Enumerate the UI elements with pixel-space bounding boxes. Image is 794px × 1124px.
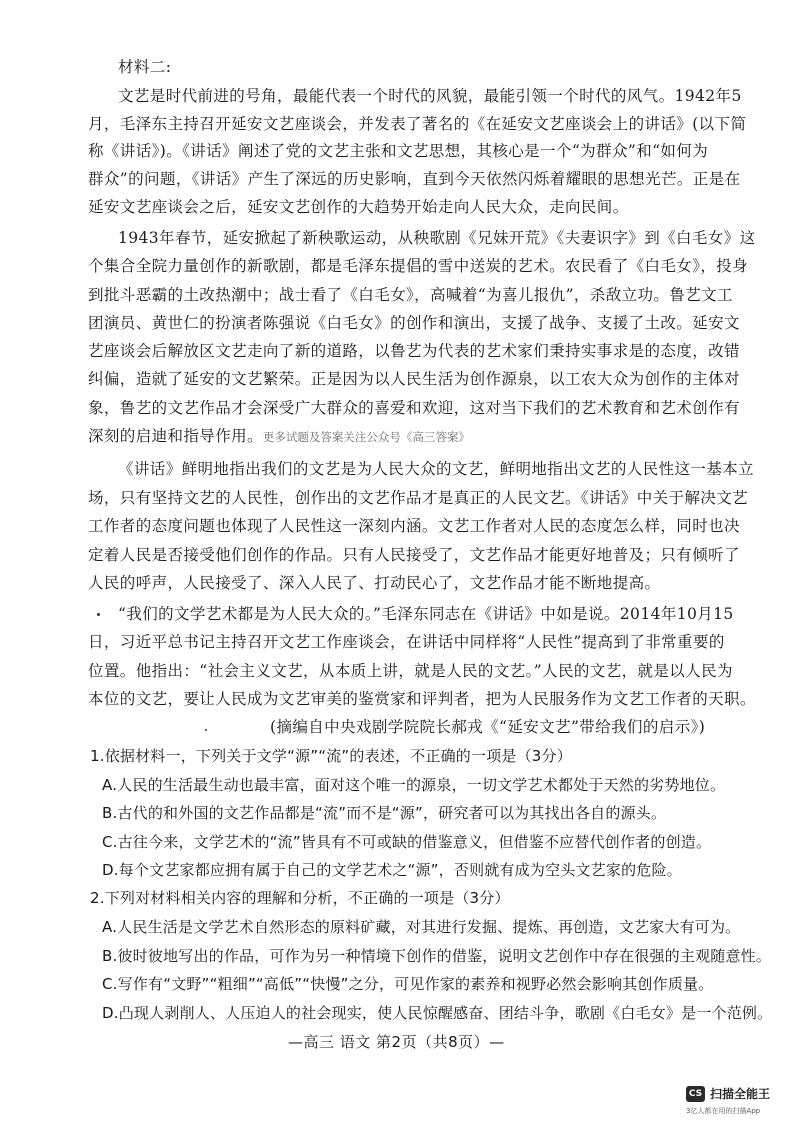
paragraph-2-line-2: 个集合全院力量创作的新歌剧，都是毛泽东提倡的雪中送炭的艺术。农民看了《白毛女》，投身 [88, 257, 749, 275]
question-1-option-c: C.古往今来，文学艺术的“流”皆具有不可或缺的借鉴意义，但借鉴不应替代创作者的创造。 [102, 833, 712, 851]
question-2-option-a: A.人民生活是文学艺术自然形态的原料矿藏，对其进行发掘、提炼、再创造，文艺家大有可为。 [102, 918, 741, 936]
paragraph-4-line-1: “我们的文学艺术都是为人民大众的。”毛泽东同志在《讲话》中如是说。2014年10月15 [118, 605, 734, 623]
paragraph-3-line-2: 场，只有坚持文艺的人民性，创作出的文艺作品才是真正的人民文艺。《讲话》中关于解决文艺 [88, 489, 749, 507]
question-1-option-a: A.人民的生活最生动也最丰富，面对这个唯一的源泉，一切文学艺术都处于天然的劣势地位。 [102, 776, 726, 794]
question-1-option-d: D.每个文艺家都应拥有属于自己的文学艺术之“源”，否则就有成为空头文艺家的危险。 [102, 861, 682, 879]
paragraph-2-line-3: 到批斗恶霸的土改热潮中；战士看了《白毛女》，高喊着“为喜儿报仇”，杀敌立功。鲁艺文工 [88, 286, 733, 304]
question-2-stem: 2.下列对材料相关内容的理解和分析，不正确的一项是（3分） [90, 889, 510, 907]
paragraph-2-line-6: 纠偏，造就了延安的文艺繁荣。正是因为以人民生活为创作源泉，以工农大众为创作的主体对 [88, 370, 740, 388]
paragraph-3-line-1: 《讲话》鲜明地指出我们的文艺是为人民大众的文艺，鲜明地指出文艺的人民性这一基本立 [118, 460, 755, 478]
scanner-watermark [686, 1086, 794, 1124]
paragraph-3-line-4: 定着人民是否接受他们创作的作品。只有人民接受了，文艺作品才能更好地普及；只有倾听了 [88, 546, 740, 564]
paragraph-2-line-5: 艺座谈会后解放区文艺走向了新的道路，以鲁艺为代表的艺术家们秉持实事求是的态度，改错 [88, 342, 740, 360]
paragraph-1-line-5: 延安文艺座谈会之后，延安文艺创作的大趋势开始走向人民大众，走向民间。 [88, 198, 629, 216]
paragraph-3-line-3: 工作者的态度问题也体现了人民性这一深刻内涵。文艺工作者对人民的态度怎么样，同时也决 [88, 517, 740, 535]
question-2-option-d: D.凸现人剥削人、人压迫人的社会现实，使人民惊醒感奋、团结斗争，歌剧《白毛女》是一个范例。 [102, 1004, 773, 1022]
watermark-app-name: 扫描全能王 [710, 1087, 771, 1101]
paragraph-4-line-3: 位置。他指出：“社会主义文艺，从本质上讲，就是人民的文艺。”人民的文艺，就是以人民为 [88, 662, 733, 680]
question-2-option-c: C.写作有“文野”“粗细”“高低”“快慢”之分，可见作家的素养和视野必然会影响其创作质量。 [102, 975, 714, 993]
camscanner-logo-icon: CS [686, 1086, 705, 1102]
paragraph-3-line-5: 人民的呼声，人民接受了、深入人民了、打动民心了，文艺作品才能不断地提高。 [88, 574, 661, 592]
paragraph-2-line-7: 象，鲁艺的文艺作品才会深受广大群众的喜爱和欢迎，这对当下我们的艺术教育和艺术创作有 [88, 399, 740, 417]
paragraph-2-line-8-text: 深刻的启迪和指导作用。 [88, 427, 263, 445]
paragraph-1-line-4: 群众”的问题，《讲话》产生了深远的历史影响，直到今天依然闪烁着耀眼的思想光芒。正是在 [88, 170, 741, 188]
paragraph-1-line-2: 月，毛泽东主持召开延安文艺座谈会，并发表了著名的《在延安文艺座谈会上的讲话》(以下简 [88, 115, 747, 133]
question-1-option-b: B.古代的和外国的文艺作品都是“流”而不是“源”，研究者可以为其找出各自的源头。 [102, 804, 667, 822]
watermark-tagline: 3亿人都在用的扫描App [686, 1107, 761, 1115]
source-citation: (摘编自中央戏剧学院院长郝戎《“延安文艺”带给我们的启示》) [270, 718, 706, 736]
stray-dot-2 [205, 729, 207, 731]
paragraph-4-line-2: 日，习近平总书记主持召开文艺工作座谈会，在讲话中同样将“人民性”提高到了非常重要的 [88, 633, 725, 651]
paragraph-4-line-4: 本位的文艺，要让人民成为文艺审美的鉴赏家和评判者，把为人民服务作为文艺工作者的天职。 [88, 690, 756, 708]
material-heading: 材料二: [118, 58, 172, 76]
stray-dot [97, 613, 100, 616]
question-1-stem: 1.依据材料一，下列关于文学“源”“流”的表述，不正确的一项是（3分） [90, 747, 572, 765]
paragraph-1-line-1: 文艺是时代前进的号角，最能代表一个时代的风貌，最能引领一个时代的风气。1942年5 [118, 87, 742, 105]
paragraph-2-line-4: 团演员、黄世仁的扮演者陈强说《白毛女》的创作和演出，支援了战争、支援了土改。延安文 [88, 314, 740, 332]
page-footer: —高三 语文 第2页（共8页）— [288, 1033, 505, 1051]
question-2-option-b: B.彼时彼地写出的作品，可作为另一种情境下创作的借鉴，说明文艺创作中存在很强的主观随意性。 [102, 947, 772, 965]
paragraph-1-line-3: 称《讲话》)。《讲话》阐述了党的文艺主张和文艺思想，其核心是一个“为群众”和“如何为 [88, 142, 709, 160]
paragraph-2-line-1: 1943年春节，延安掀起了新秧歌运动，从秧歌剧《兄妹开荒》《夫妻识字》到《白毛女》这 [118, 229, 756, 247]
paragraph-2-line-8 [88, 426, 794, 447]
promo-note: 更多试题及答案关注公众号《高三答案》 [262, 430, 470, 444]
